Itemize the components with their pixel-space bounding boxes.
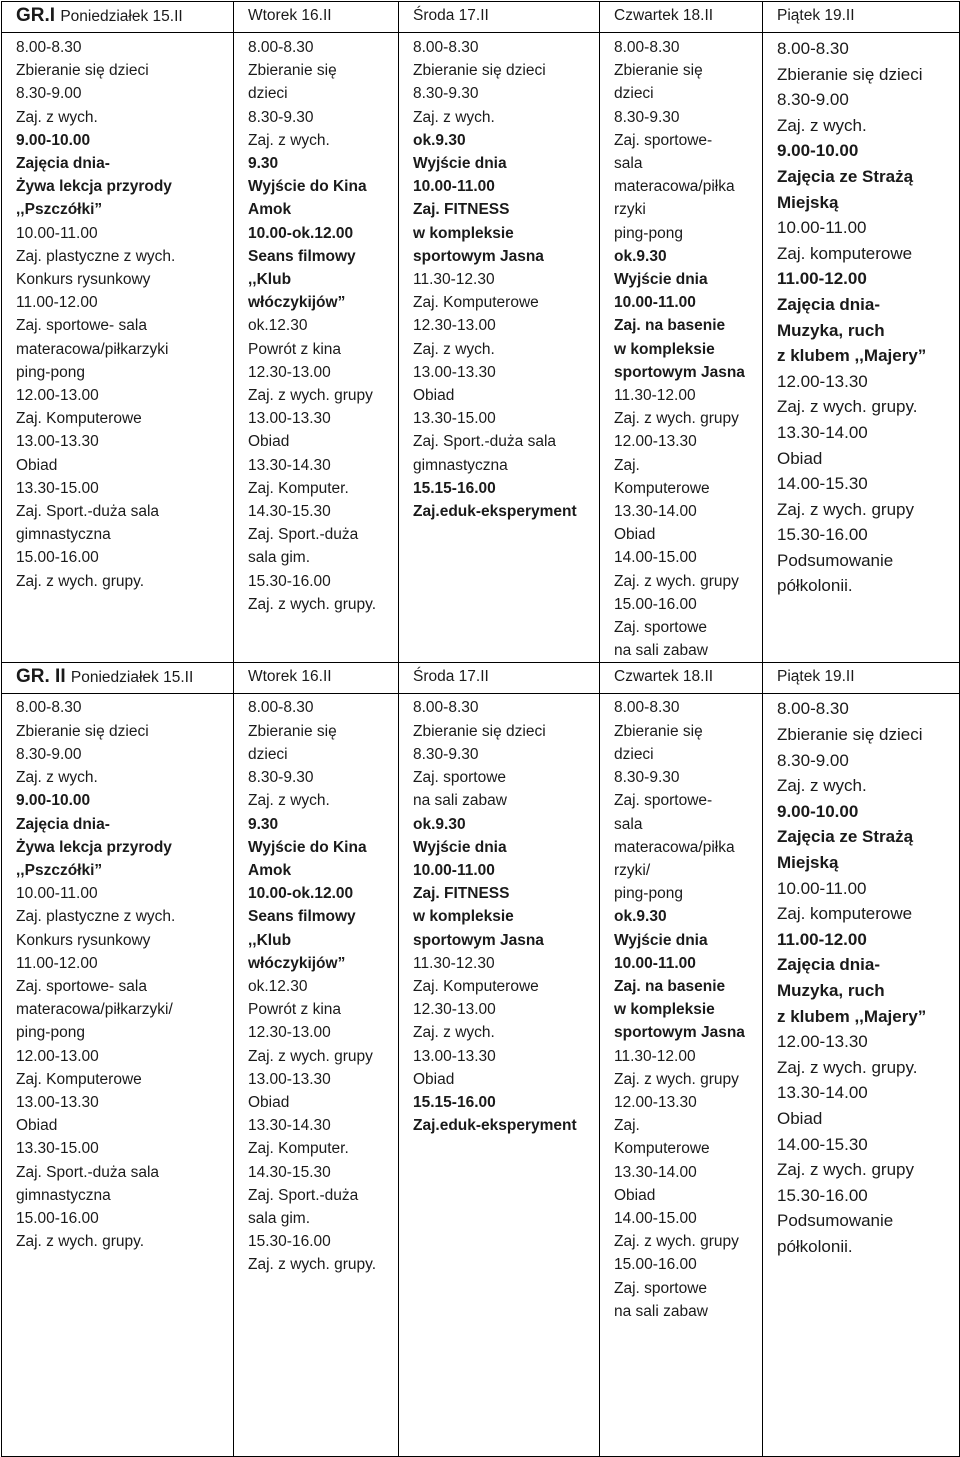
schedule-entry: Zaj.: [614, 1117, 640, 1135]
schedule-entry: Zaj. Sport.-duża sala: [16, 503, 160, 521]
schedule-entry: 13.30-14.00: [614, 1163, 697, 1181]
day-header-thursday: [600, 663, 763, 694]
schedule-entry: 10.00-11.00: [413, 861, 495, 879]
schedule-entry: Wyjście dnia: [614, 271, 708, 289]
schedule-entry: 8.00-8.30: [16, 699, 82, 717]
schedule-entry: ,,Pszczółki”: [16, 201, 103, 219]
schedule-page: [0, 1, 960, 1457]
schedule-entry: 12.00-13.30: [614, 433, 697, 451]
day-cell-wednesday: [399, 694, 600, 1457]
schedule-entry: Wyjście do Kina: [248, 838, 367, 856]
schedule-entry: sportowym Jasna: [413, 931, 544, 949]
schedule-entry: półkolonii.: [777, 1236, 853, 1256]
schedule-entry: Zaj. Komputerowe: [413, 294, 539, 312]
schedule-entry: 8.00-8.30: [413, 699, 479, 717]
schedule-entry: materacowa/piłkarzyki: [16, 340, 169, 358]
schedule-entry: Miejską: [777, 192, 839, 212]
schedule-entry: włóczykijów”: [248, 954, 346, 972]
schedule-entry: 9.00-10.00: [777, 801, 859, 821]
day-label: Poniedziałek 15.II: [70, 669, 194, 687]
schedule-entry: 8.30-9.00: [777, 90, 849, 110]
schedule-entry: Zaj. Sport.-duża sala: [16, 1163, 160, 1181]
schedule-entry: Zaj. z wych. grupy.: [16, 572, 145, 590]
schedule-entry: Zaj. Sport.-duża sala: [413, 433, 557, 451]
schedule-entry: ,,Klub: [248, 931, 292, 949]
schedule-entry: 12.00-13.30: [777, 371, 868, 391]
schedule-entry: Żywa lekcja przyrody: [16, 838, 172, 856]
day-header-wednesday: [399, 663, 600, 694]
schedule-entry: Zaj. z wych.: [413, 340, 495, 358]
schedule-entry: 8.30-9.00: [777, 750, 849, 770]
schedule-entry: ,,Pszczółki”: [16, 861, 103, 879]
schedule-entry: 9.30: [248, 815, 279, 833]
schedule-entry: Zaj. Komputerowe: [413, 977, 539, 995]
schedule-entry: 15.00-16.00: [16, 1209, 99, 1227]
schedule-entry: sportowym Jasna: [614, 363, 745, 381]
schedule-entry: włóczykijów”: [248, 294, 346, 312]
schedule-entry: 10.00-11.00: [777, 878, 867, 898]
schedule-entry: Muzyka, ruch: [777, 981, 885, 1001]
schedule-entry: Zaj. sportowe: [614, 1279, 708, 1297]
day-cell-thursday: [600, 694, 763, 1457]
schedule-entry: Zaj. plastyczne z wych.: [16, 247, 176, 265]
schedule-entry: 13.30-14.30: [248, 1117, 331, 1135]
schedule-entry: Komputerowe: [614, 1140, 710, 1158]
schedule-entry: 13.30-14.00: [777, 422, 868, 442]
day-label: Czwartek 18.II: [614, 7, 714, 24]
schedule-entry: Zbieranie się dzieci: [16, 722, 149, 740]
schedule-entry: 11.00-12.00: [16, 954, 98, 972]
schedule-entry: 11.30-12.30: [413, 954, 495, 972]
schedule-entry: 14.00-15.00: [614, 1209, 697, 1227]
schedule-entry: 15.30-16.00: [248, 572, 331, 590]
schedule-entry: Zaj. z wych.: [16, 769, 98, 787]
schedule-entry: z klubem ,,Majery”: [777, 1006, 927, 1026]
day-label: Środa 17.II: [413, 7, 489, 24]
schedule-entry: 12.00-13.30: [777, 1032, 868, 1052]
day-header-tuesday: [234, 663, 399, 694]
schedule-entry: Zaj. z wych. grupy: [248, 387, 373, 405]
schedule-entry: Powrót z kina: [248, 340, 342, 358]
schedule-entry: półkolonii.: [777, 576, 853, 596]
schedule-entry: 10.00-ok.12.00: [248, 885, 354, 903]
schedule-entry: gimnastyczna: [16, 1186, 111, 1204]
schedule-entry: Obiad: [777, 1108, 823, 1128]
schedule-entry: 15.30-16.00: [248, 1233, 331, 1251]
schedule-entry: Zaj. sportowe-: [614, 792, 713, 810]
schedule-entry: Powrót z kina: [248, 1001, 342, 1019]
schedule-entry: Zaj.eduk-eksperyment: [413, 503, 577, 521]
schedule-entry: ping-pong: [16, 1024, 85, 1042]
schedule-entry: Zaj. z wych. grupy.: [777, 397, 918, 417]
schedule-entry: ping-pong: [614, 885, 683, 903]
schedule-entry: Seans filmowy: [248, 908, 356, 926]
schedule-entry: dzieci: [614, 745, 654, 763]
schedule-entry: Podsumowanie: [777, 1211, 894, 1231]
group-1-header-row: [2, 2, 960, 33]
schedule-entry: sportowym Jasna: [413, 247, 544, 265]
schedule-entry: Zbieranie się: [248, 62, 337, 80]
schedule-entry: w kompleksie: [614, 340, 715, 358]
schedule-entry: 10.00-ok.12.00: [248, 224, 354, 242]
schedule-entry: Zaj. komputerowe: [777, 904, 913, 924]
group-label: GR. II: [16, 666, 71, 688]
schedule-entry: Zaj. z wych.: [413, 1024, 495, 1042]
schedule-entry: Zaj. komputerowe: [777, 243, 913, 263]
schedule-entry: Zbieranie się dzieci: [16, 62, 149, 80]
schedule-entry: Wyjście dnia: [413, 838, 507, 856]
schedule-entry: 15.30-16.00: [777, 1185, 868, 1205]
schedule-entry: gimnastyczna: [16, 526, 111, 544]
schedule-entry: 12.00-13.00: [16, 387, 99, 405]
schedule-entry: 9.00-10.00: [16, 131, 91, 149]
schedule-entry: 13.30-14.00: [777, 1083, 868, 1103]
schedule-entry: 8.30-9.30: [248, 108, 314, 126]
schedule-entry: 10.00-11.00: [614, 294, 696, 312]
schedule-entry: Zbieranie się dzieci: [777, 64, 923, 84]
schedule-entry: Zaj. na basenie: [614, 977, 726, 995]
schedule-entry: na sali zabaw: [413, 792, 507, 810]
schedule-entry: Zbieranie się: [614, 722, 703, 740]
group-2-header-row: [2, 663, 960, 694]
group-1-schedule-row: [2, 33, 960, 663]
schedule-entry: 8.30-9.30: [614, 108, 680, 126]
schedule-entry: 8.30-9.00: [16, 745, 82, 763]
schedule-entry: 15.00-16.00: [614, 595, 697, 613]
schedule-entry: Zaj. z wych. grupy.: [248, 595, 377, 613]
schedule-entry: sala: [614, 815, 643, 833]
schedule-entry: Komputerowe: [614, 479, 710, 497]
schedule-entry: Obiad: [413, 387, 455, 405]
day-label: Wtorek 16.II: [248, 668, 332, 686]
schedule-entry: 13.00-13.30: [16, 1093, 99, 1111]
schedule-entry: 13.30-14.30: [248, 456, 331, 474]
schedule-entry: Obiad: [777, 448, 823, 468]
schedule-entry: 13.00-13.30: [16, 433, 99, 451]
schedule-entry: Zaj. z wych.: [248, 792, 330, 810]
schedule-entry: 8.30-9.30: [248, 769, 314, 787]
schedule-entry: Zaj. Komputerowe: [16, 1070, 142, 1088]
schedule-entry: Zaj. Sport.-duża: [248, 526, 359, 544]
schedule-entry: Obiad: [614, 526, 656, 544]
schedule-entry: 13.00-13.30: [413, 1047, 496, 1065]
schedule-entry: 10.00-11.00: [413, 178, 495, 196]
schedule-entry: 10.00-11.00: [614, 954, 696, 972]
day-header-tuesday: [234, 2, 399, 33]
schedule-entry: Konkurs rysunkowy: [16, 931, 151, 949]
schedule-entry: Zbieranie się: [614, 62, 703, 80]
schedule-entry: 8.00-8.30: [614, 39, 680, 56]
day-cell-tuesday: [234, 33, 399, 663]
day-cell-friday: [763, 33, 960, 663]
schedule-entry: Zbieranie się: [248, 722, 337, 740]
schedule-entry: Zaj. sportowe- sala: [16, 977, 147, 995]
schedule-entry: Zaj. FITNESS: [413, 885, 510, 903]
schedule-entry: ping-pong: [614, 224, 683, 242]
schedule-entry: ping-pong: [16, 363, 85, 381]
schedule-entry: 12.30-13.00: [413, 1001, 496, 1019]
schedule-entry: Wyjście do Kina: [248, 178, 367, 196]
schedule-entry: 10.00-11.00: [777, 218, 867, 238]
schedule-entry: 11.00-12.00: [777, 929, 867, 949]
schedule-entry: 13.30-15.00: [413, 410, 496, 428]
schedule-entry: 9.00-10.00: [777, 141, 859, 161]
schedule-entry: Amok: [248, 201, 292, 219]
schedule-entry: Zajęcia ze Strażą: [777, 166, 914, 186]
schedule-body: [2, 2, 960, 1457]
schedule-entry: 11.00-12.00: [16, 294, 98, 312]
schedule-entry: 15.00-16.00: [16, 549, 99, 567]
schedule-entry: rzyki/: [614, 861, 651, 879]
schedule-entry: Zaj. plastyczne z wych.: [16, 908, 176, 926]
schedule-entry: sala gim.: [248, 1209, 311, 1227]
schedule-entry: 12.00-13.00: [16, 1047, 99, 1065]
schedule-entry: 13.00-13.30: [248, 1070, 331, 1088]
schedule-entry: Obiad: [248, 1093, 290, 1111]
day-cell-tuesday: [234, 694, 399, 1457]
schedule-table: [1, 1, 960, 1457]
schedule-entry: Zaj. sportowe: [614, 619, 708, 637]
schedule-entry: Zaj. z wych. grupy.: [777, 1057, 918, 1077]
schedule-entry: dzieci: [248, 745, 288, 763]
schedule-entry: 8.30-9.30: [413, 85, 479, 103]
schedule-entry: Zaj. z wych.: [16, 108, 98, 126]
day-label: Wtorek 16.II: [248, 7, 332, 24]
schedule-entry: Zbieranie się dzieci: [777, 725, 923, 745]
schedule-entry: 8.00-8.30: [248, 699, 314, 717]
schedule-entry: w kompleksie: [614, 1001, 715, 1019]
schedule-entry: Zaj. Komputer.: [248, 479, 349, 497]
schedule-entry: 15.15-16.00: [413, 479, 496, 497]
schedule-entry: na sali zabaw: [614, 1302, 708, 1320]
schedule-entry: Zaj. FITNESS: [413, 201, 510, 219]
schedule-entry: Obiad: [248, 433, 290, 451]
schedule-entry: Zaj.: [614, 456, 640, 474]
schedule-entry: sportowym Jasna: [614, 1024, 745, 1042]
schedule-entry: Zaj. Komputer.: [248, 1140, 349, 1158]
schedule-entry: 13.30-15.00: [16, 479, 99, 497]
day-cell-monday: [2, 33, 234, 663]
schedule-entry: Żywa lekcja przyrody: [16, 178, 172, 196]
schedule-entry: Zaj. Komputerowe: [16, 410, 142, 428]
schedule-entry: 15.00-16.00: [614, 1256, 697, 1274]
schedule-entry: Obiad: [614, 1186, 656, 1204]
schedule-entry: sala gim.: [248, 549, 311, 567]
schedule-entry: ok.12.30: [248, 977, 308, 995]
schedule-entry: 8.00-8.30: [16, 39, 82, 56]
schedule-entry: 13.30-15.00: [16, 1140, 99, 1158]
schedule-entry: 13.30-14.00: [614, 503, 697, 521]
schedule-entry: 8.00-8.30: [413, 39, 479, 56]
schedule-entry: ok.12.30: [248, 317, 308, 335]
day-label: Piątek 19.II: [777, 668, 855, 686]
schedule-entry: Konkurs rysunkowy: [16, 271, 151, 289]
schedule-entry: Zaj. sportowe: [413, 769, 507, 787]
schedule-entry: Zajęcia dnia-: [777, 955, 880, 975]
schedule-entry: z klubem ,,Majery”: [777, 346, 927, 366]
day-header-friday: [763, 663, 960, 694]
schedule-entry: Muzyka, ruch: [777, 320, 885, 340]
schedule-entry: 10.00-11.00: [16, 885, 98, 903]
schedule-entry: materacowa/piłka: [614, 178, 735, 196]
schedule-entry: materacowa/piłka: [614, 838, 735, 856]
schedule-entry: Zaj. z wych.: [777, 115, 867, 135]
schedule-entry: Obiad: [16, 1117, 58, 1135]
schedule-entry: Miejską: [777, 853, 839, 873]
schedule-entry: ok.9.30: [413, 815, 466, 833]
schedule-entry: Zajęcia ze Strażą: [777, 827, 914, 847]
schedule-entry: 14.00-15.30: [777, 1134, 868, 1154]
schedule-entry: w kompleksie: [413, 908, 514, 926]
schedule-entry: 11.30-12.30: [413, 271, 495, 289]
day-label: Środa 17.II: [413, 668, 489, 686]
schedule-entry: 14.00-15.00: [614, 549, 697, 567]
schedule-entry: 12.00-13.30: [614, 1093, 697, 1111]
schedule-entry: Seans filmowy: [248, 247, 356, 265]
schedule-entry: 15.15-16.00: [413, 1093, 496, 1111]
schedule-entry: sala: [614, 155, 643, 173]
schedule-entry: 9.30: [248, 155, 279, 173]
schedule-entry: 9.00-10.00: [16, 792, 91, 810]
schedule-entry: Zbieranie się dzieci: [413, 62, 546, 80]
schedule-entry: 11.30-12.00: [614, 1047, 696, 1065]
schedule-entry: 14.30-15.30: [248, 503, 331, 521]
schedule-entry: w kompleksie: [413, 224, 514, 242]
day-header-monday: [2, 2, 234, 33]
schedule-entry: ok.9.30: [614, 908, 667, 926]
schedule-entry: Zaj. z wych. grupy: [248, 1047, 373, 1065]
schedule-entry: 8.00-8.30: [248, 39, 314, 56]
schedule-entry: 8.30-9.30: [413, 745, 479, 763]
schedule-entry: Zajęcia dnia-: [777, 294, 880, 314]
schedule-entry: dzieci: [248, 85, 288, 103]
schedule-entry: Zaj. z wych. grupy: [777, 499, 914, 519]
day-cell-thursday: [600, 33, 763, 663]
day-header-friday: [763, 2, 960, 33]
schedule-entry: Zaj.eduk-eksperyment: [413, 1117, 577, 1135]
day-header-wednesday: [399, 2, 600, 33]
schedule-entry: materacowa/piłkarzyki/: [16, 1001, 173, 1019]
schedule-entry: Zaj. z wych.: [413, 108, 495, 126]
schedule-entry: Zajęcia dnia-: [16, 815, 110, 833]
schedule-entry: Zaj. z wych. grupy.: [248, 1256, 377, 1274]
schedule-entry: ok.9.30: [413, 131, 466, 149]
group-label: GR.I: [16, 5, 61, 26]
schedule-entry: Zaj. z wych.: [248, 131, 330, 149]
schedule-entry: Zaj. z wych.: [777, 776, 867, 796]
schedule-entry: 8.00-8.30: [614, 699, 680, 717]
day-cell-monday: [2, 694, 234, 1457]
schedule-entry: ,,Klub: [248, 271, 292, 289]
schedule-entry: Zaj. na basenie: [614, 317, 726, 335]
schedule-entry: Zajęcia dnia-: [16, 155, 110, 173]
schedule-entry: 12.30-13.00: [248, 1024, 331, 1042]
schedule-entry: 8.30-9.00: [16, 85, 82, 103]
schedule-entry: Zaj. z wych. grupy: [614, 1070, 739, 1088]
schedule-entry: dzieci: [614, 85, 654, 103]
schedule-entry: Zaj. sportowe- sala: [16, 317, 147, 335]
schedule-entry: Zaj. z wych. grupy: [614, 410, 739, 428]
schedule-entry: Zaj. z wych. grupy: [614, 1233, 739, 1251]
day-label: Czwartek 18.II: [614, 668, 714, 686]
schedule-entry: Zaj. z wych. grupy.: [16, 1233, 145, 1251]
schedule-entry: 11.00-12.00: [777, 269, 867, 289]
schedule-entry: 12.30-13.00: [248, 363, 331, 381]
schedule-entry: gimnastyczna: [413, 456, 508, 474]
schedule-entry: 13.00-13.30: [413, 363, 496, 381]
schedule-entry: 10.00-11.00: [16, 224, 98, 242]
schedule-entry: Amok: [248, 861, 292, 879]
group-2-schedule-row: [2, 694, 960, 1457]
schedule-entry: 8.00-8.30: [777, 699, 849, 719]
schedule-entry: 12.30-13.00: [413, 317, 496, 335]
day-label: Poniedziałek 15.II: [60, 8, 183, 25]
schedule-entry: Obiad: [413, 1070, 455, 1088]
day-cell-wednesday: [399, 33, 600, 663]
day-cell-friday: [763, 694, 960, 1457]
schedule-entry: 11.30-12.00: [614, 387, 696, 405]
schedule-entry: Zbieranie się dzieci: [413, 722, 546, 740]
schedule-entry: rzyki: [614, 201, 646, 219]
schedule-entry: ok.9.30: [614, 247, 667, 265]
schedule-entry: 13.00-13.30: [248, 410, 331, 428]
schedule-entry: Zaj. z wych. grupy: [614, 572, 739, 590]
schedule-entry: 8.30-9.30: [614, 769, 680, 787]
day-header-thursday: [600, 2, 763, 33]
schedule-entry: 14.30-15.30: [248, 1163, 331, 1181]
schedule-entry: na sali zabaw: [614, 642, 708, 660]
schedule-entry: Wyjście dnia: [413, 155, 507, 173]
schedule-entry: Wyjście dnia: [614, 931, 708, 949]
schedule-entry: 15.30-16.00: [777, 525, 868, 545]
schedule-entry: Zaj. Sport.-duża: [248, 1186, 359, 1204]
day-label: Piątek 19.II: [777, 7, 855, 24]
schedule-entry: Zaj. sportowe-: [614, 131, 713, 149]
schedule-entry: Zaj. z wych. grupy: [777, 1160, 914, 1180]
schedule-entry: Obiad: [16, 456, 58, 474]
schedule-entry: 14.00-15.30: [777, 474, 868, 494]
day-header-monday: [2, 663, 234, 694]
schedule-entry: 8.00-8.30: [777, 39, 849, 58]
schedule-entry: Podsumowanie: [777, 550, 894, 570]
